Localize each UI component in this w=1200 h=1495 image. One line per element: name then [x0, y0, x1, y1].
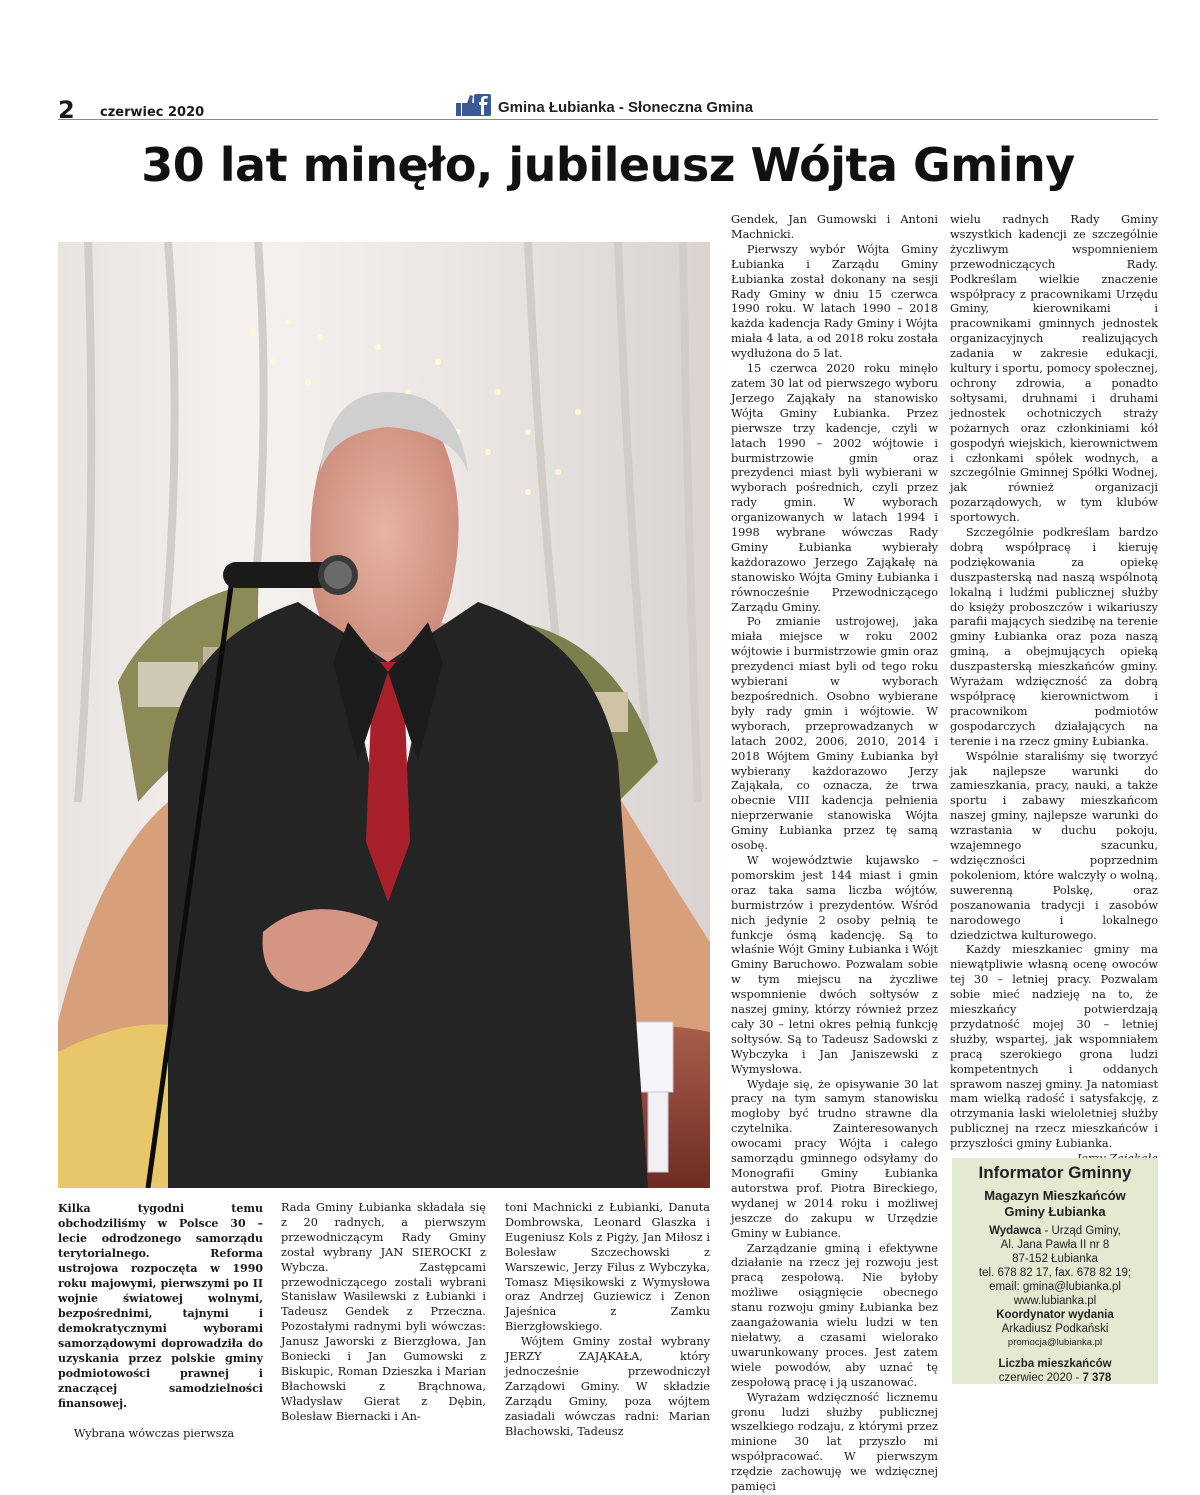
info-subtitle: Gminy Łubianka	[1004, 1204, 1106, 1219]
publication-info-box	[952, 1158, 1158, 1384]
paragraph: Rada Gminy Łubianka składała się z 20 radnych, a pierwszym przewodniczącym Rady Gminy został wybrany JAN SIEROCKI z Wybcza. Zastępcami przewodniczącego zostali wybrani Stanisław Wasilewski z Łubianki i Tadeusz Gendek z Przeczna. Pozostałymi radnymi byli wówczas: Janusz Jaworski z Bierzgłowa, Jan Boniecki i Jan Gumowski z Biskupic, Roman Dzieszka i Marian Błachowski z Brąchnowa, Władysław Gierat z Dębin, Bolesław Biernacki i An-	[281, 1201, 486, 1423]
page-number: 2	[58, 96, 75, 124]
paragraph: Wójtem Gminy został wybrany JERZY ZAJĄKAŁA, który jednocześnie przewodniczył Zarządowi Gminy. W składzie Zarządu Gminy, poza wójtem zasiadali wówczas radni: Marian Błachowski, Tadeusz	[505, 1335, 710, 1438]
website-link[interactable]: www.lubianka.pl	[1013, 1295, 1097, 1307]
paragraph: Każdy mieszkaniec gminy ma niewątpliwie własną ocenę owoców tej 30 – letniej pracy. Pozwalam sobie mieć nadzieję na to, że mieszkańcy potwierdzają przydatność mojej 30 – letniej służby, wspartej, jak wspomniałem pracą szerokiego grona ludzi kompetentnych i oddanych sprawom naszej gminy. Ja natomiast mam wielką radość i satysfakcję, z otrzymania łaski wieloletniej służby publicznej na rzecz mieszkańców i przyszłości gminy Łubianka.	[950, 943, 1158, 1151]
facebook-like-logo-icon	[456, 93, 492, 117]
publisher-value: - Urząd Gminy,	[1041, 1225, 1121, 1237]
info-subtitle: Magazyn Mieszkańców	[984, 1188, 1126, 1203]
article-column-2	[281, 1201, 486, 1425]
paragraph: W województwie kujawsko – pomorskim jest 144 miast i gmin oraz taka sama liczba wójtów, burmistrzów i prezydentów. Wśród nich jedynie 2 osoby pełnią te funkcje ósmą kadencję. Są to właśnie Wójt Gminy Łubianka i Wójt Gminy Baruchowo. Pozwalam sobie w tym miejscu na życzliwe wspomnienie dwóch sołtysów z naszej gminy, którzy również przez cały 30 – letni okres pełnią funkcję sołtysów. Są to Tadeusz Sadowski z Wybczyka i Jan Janiszewski z Wymysłowa.	[731, 853, 938, 1076]
paragraph: Pierwszy wybór Wójta Gminy Łubianka i Zarządu Gminy Łubianka został dokonany na sesji Rady Gminy w dniu 15 czerwca 1990 roku. W latach 1990 – 2018 każda kadencja Rady Gminy i Wójta miała 4 lata, a od 2018 roku została wydłużona do 5 lat.	[731, 242, 938, 361]
coordinator-email-link[interactable]: promocja@lubianka.pl	[1007, 1337, 1103, 1348]
article-column-3	[505, 1201, 710, 1440]
article-column-5	[950, 213, 1158, 1167]
publisher-line	[952, 1224, 1158, 1238]
population-line	[952, 1371, 1158, 1385]
phone-line: tel. 678 82 17, fax. 678 82 19;	[978, 1267, 1132, 1279]
paragraph: Po zmianie ustrojowej, jaka miała miejsce w roku 2002 wójtowie i burmistrzowie gmin oraz prezydenci miast byli od tego roku wybierani w wyborach bezpośrednich. Osobno wybierane były rady gmin i wójtowie. W wyborach, przeprowadzanych w latach 2002, 2006, 2010, 2014 i 2018 Wójtem Gminy Łubianka był wybierany każdorazowo Jerzy Zająkała, co oznacza, że trwa obecnie VIII kadencja pełnienia nieprzerwanie stanowiska Wójta Gminy Łubianka przez tę samą osobę.	[731, 615, 938, 853]
paragraph: Wybrana wówczas pierwsza	[73, 1427, 235, 1440]
address-line: Al. Jana Pawła II nr 8	[1000, 1239, 1110, 1251]
paragraph: 15 czerwca 2020 roku minęło zatem 30 lat od pierwszego wyboru Jerzego Zająkały na stanowisko Wójta Gminy Łubianka. Przez pierwsze trzy kadencje, czyli w latach 1990 – 2002 wójtowie i burmistrzowie gmin oraz prezydenci miast byli wybierani w wyborach pośrednich, czyli przez rady gmin. W wyborach organizowanych w latach 1994 i 1998 wybrane wówczas Rady Gminy Łubianka wybierały każdorazowo Jerzego Zająkałę na stanowisko Wójta Gminy Łubianka i równocześnie Przewodniczącego Zarządu Gminy.	[731, 362, 938, 614]
paragraph: Wspólnie staraliśmy się tworzyć jak najlepsze warunki do zamieszkania, pracy, nauki, a także sportu i zabawy mieszkańcom naszej gminy, najlepsze warunki do wzrastania w duchu pokoju, wzajemnego szacunku, wdzięczności poprzednim pokoleniom, które walczyły o wolną, suwerenną Polskę, oraz poszanowania tradycji i zasobów narodowego i lokalnego dziedzictwa kulturowego.	[950, 749, 1158, 942]
paragraph: wielu radnych Rady Gminy wszystkich kadencji ze szczególnie życzliwym wspomnieniem przewodniczących Rady. Podkreślam wielkie znaczenie współpracy z pracownikami Urzędu Gminy, kierownikami i pracownikami gminnych jednostek organizacyjnych realizujących zadania w zakresie edukacji, kultury i sportu, pomocy społecznej, ochrony zdrowia, a ponadto sołtysami, druhnami i druhami jednostek ochotniczych straży pożarnych oraz członkiniami kół gospodyń wiejskich, kierownictwem i członkami spółek wodnych, a szczególnie Gminnej Spółki Wodnej, jak również organizacji pozarządowych, w tym klubów sportowych.	[950, 213, 1158, 525]
lead-paragraph: Kilka tygodni temu obchodziliśmy w Polsce 30 – lecie odrodzonego samorządu terytorialnego. Reforma ustrojowa rozpoczęta w 1990 roku majowymi, pierwszymi po II wojnie światowej wolnymi, bezpośrednimi, tajnymi i demokratycznymi wyborami samorządowymi doprowadziła do uzyskania przez polskie gminy podmiotowości prawnej i znaczącej samodzielności finansowej.	[58, 1202, 263, 1410]
headline: 30 lat minęło, jubileusz Wójta Gminy	[141, 138, 1075, 192]
paragraph: Zarządzanie gminą i efektywne działanie na rzecz jej rozwoju jest pracą zespołową. Nie byłoby możliwe osiągnięcie obecnego stanu rozwoju gminy Łubianka bez zaangażowania wielu ludzi w ten niełatwy, a czasami wielorako uwarunkowany proces. Jest zatem wiele powodów, aby uznać tę zespołową pracę i ją uszanować.	[731, 1241, 938, 1389]
info-title: Informator Gminny	[978, 1163, 1132, 1182]
header-rule	[58, 119, 1158, 120]
article-column-4	[731, 213, 938, 1495]
issue-date: czerwiec 2020	[100, 105, 205, 120]
population-value: 7 378	[1082, 1372, 1112, 1384]
paragraph: Wydaje się, że opisywanie 30 lat pracy na tym samym stanowisku mogłoby być trudno strawne dla czytelnika. Zainteresowanych owocami pracy Wójta i całego samorządu gminnego odsyłamy do Monografii Gminy Łubianka autorstwa prof. Piotra Bireckiego, wydanej w 2014 roku i możliwej jeszcze do zakupu w Urzędzie Gminy w Łubiance.	[731, 1077, 938, 1240]
portrait-at-microphone-photo	[58, 242, 710, 1188]
publisher-label: Wydawca	[989, 1225, 1042, 1237]
paragraph: Wyrażam wdzięczność licznemu gronu ludzi służby publicznej wszelkiego rodzaju, z którymi przez minione 30 lat przyszło mi współpracować. W pierwszym rzędzie zachowuję we wdzięcznej pamięci	[731, 1390, 938, 1494]
coordinator-name: Arkadiusz Podkański	[1001, 1323, 1109, 1335]
address-line: 87-152 Łubianka	[1012, 1253, 1098, 1265]
paragraph: toni Machnicki z Łubianki, Danuta Dombrowska, Leonard Glaszka i Eugeniusz Kols z Pigży, Jan Miłosz i Bolesław Szczechowski z Warszewic, Jerzy Filus z Wybczyka, Tomasz Mięsikowski z Wymysłowa oraz Andrzej Guziewicz i Zenon Jajeśnica z Zamku Bierzgłowskiego.	[505, 1201, 710, 1334]
paragraph: Gendek, Jan Gumowski i Antoni Machnicki.	[731, 213, 938, 241]
coordinator-label: Koordynator wydania	[996, 1309, 1114, 1321]
header-brand: Gmina Łubianka - Słoneczna Gmina	[498, 99, 754, 116]
population-date: czerwiec 2020 -	[998, 1372, 1083, 1384]
population-label: Liczba mieszkańców	[998, 1358, 1112, 1370]
email-link[interactable]: email: gmina@lubianka.pl	[989, 1281, 1121, 1293]
article-column-1	[58, 1201, 263, 1442]
paragraph: Szczególnie podkreślam bardzo dobrą współpracę i kieruję podziękowania za opiekę duszpasterską nad naszą wspólnotą lokalną i ludźmi publicznej służby do księży proboszczów i wikariuszy parafii mających siedzibę na terenie gminy Łubianka oraz poza naszą gminą, a obejmujących opieką duszpasterską mieszkańców gminy. Wyrażam wdzięczność za dobrą współpracę kierownictwom i pracownikom podmiotów gospodarczych działających na terenie i na rzecz gminy Łubianka.	[950, 526, 1158, 748]
